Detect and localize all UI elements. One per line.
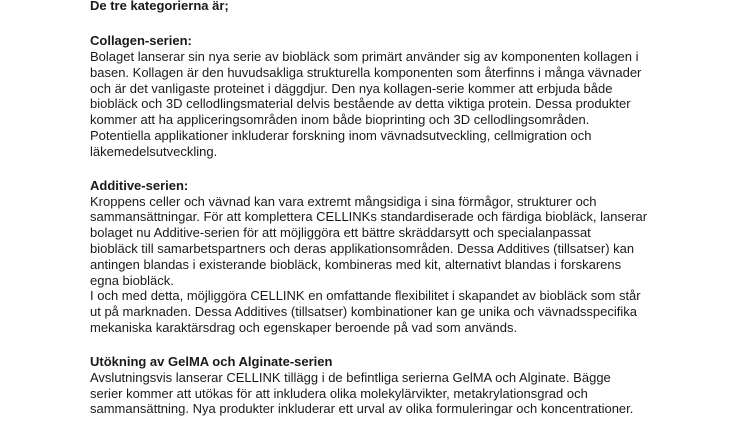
section-additive [90, 178, 690, 336]
section-gelma-alginate-paragraph: Avslutningsvis lanserar CELLINK tillägg i de befintliga serierna GelMA och Alginate. Bägge serier kommer att utökas för att inkludera olika molekylärvikter, metakrylationsgrad och sammansättning. Nya produkter inkluderar ett urval av olika formuleringar och koncentrationer. [90, 369, 634, 417]
section-title-additive: Additive-serien: [90, 177, 189, 193]
section-additive-paragraph-2: I och med detta, möjliggöra CELLINK en omfattande flexibilitet i skapandet av biobläck som står ut på marknaden. Dessa Additives (tillsatser) kombinationer kan ge unika och vävnadsspecifika mekaniska karaktärsdrag och egenskaper beroende på vad som används. [90, 288, 641, 335]
document-page [90, 0, 690, 435]
section-title-collagen: Collagen-serien: [90, 33, 192, 48]
section-gelma-alginate [90, 354, 690, 417]
section-collagen [90, 33, 690, 160]
section-additive-paragraph-1: Kroppens celler och vävnad kan vara extremt mångsidiga i sina förmågor, strukturer och sammansättningar. För att komplettera CELLINKs standardiserade och färdiga biobläck, lanserar bolaget nu Additive-serien för att möjliggöra ett bättre skräddarsytt och specialanpassat biobläck till samarbetspartners och deras applikationsområden. Dessa Additives (tillsatser) kan antingen blandas i existerande biobläck, kombineras med kit, alternativt blandas i forskarens egna biobläck. [90, 193, 648, 288]
intro-heading: De tre kategorierna är; [90, 0, 229, 13]
section-collagen-paragraph: Bolaget lanserar sin nya serie av biobläck som primärt använder sig av komponenten kollagen i basen. Kollagen är den huvudsakliga strukturella komponenten som återfinns i många vävnader och är det vanligaste proteinet i däggdjur. Den nya kollagen-serie kommer att erbjuda både biobläck och 3D cellodlingsmaterial delvis bestående av detta viktiga protein. Dessa produkter kommer att ha appliceringsområden inom både bioprinting och 3D cellodlingsområden. Potentiella applikationer inkluderar forskning inom vävnadsutveckling, cellmigration och läkemedelsutveckling. [90, 49, 642, 159]
section-title-gelma-alginate: Utökning av GelMA och Alginate-serien [90, 353, 333, 369]
